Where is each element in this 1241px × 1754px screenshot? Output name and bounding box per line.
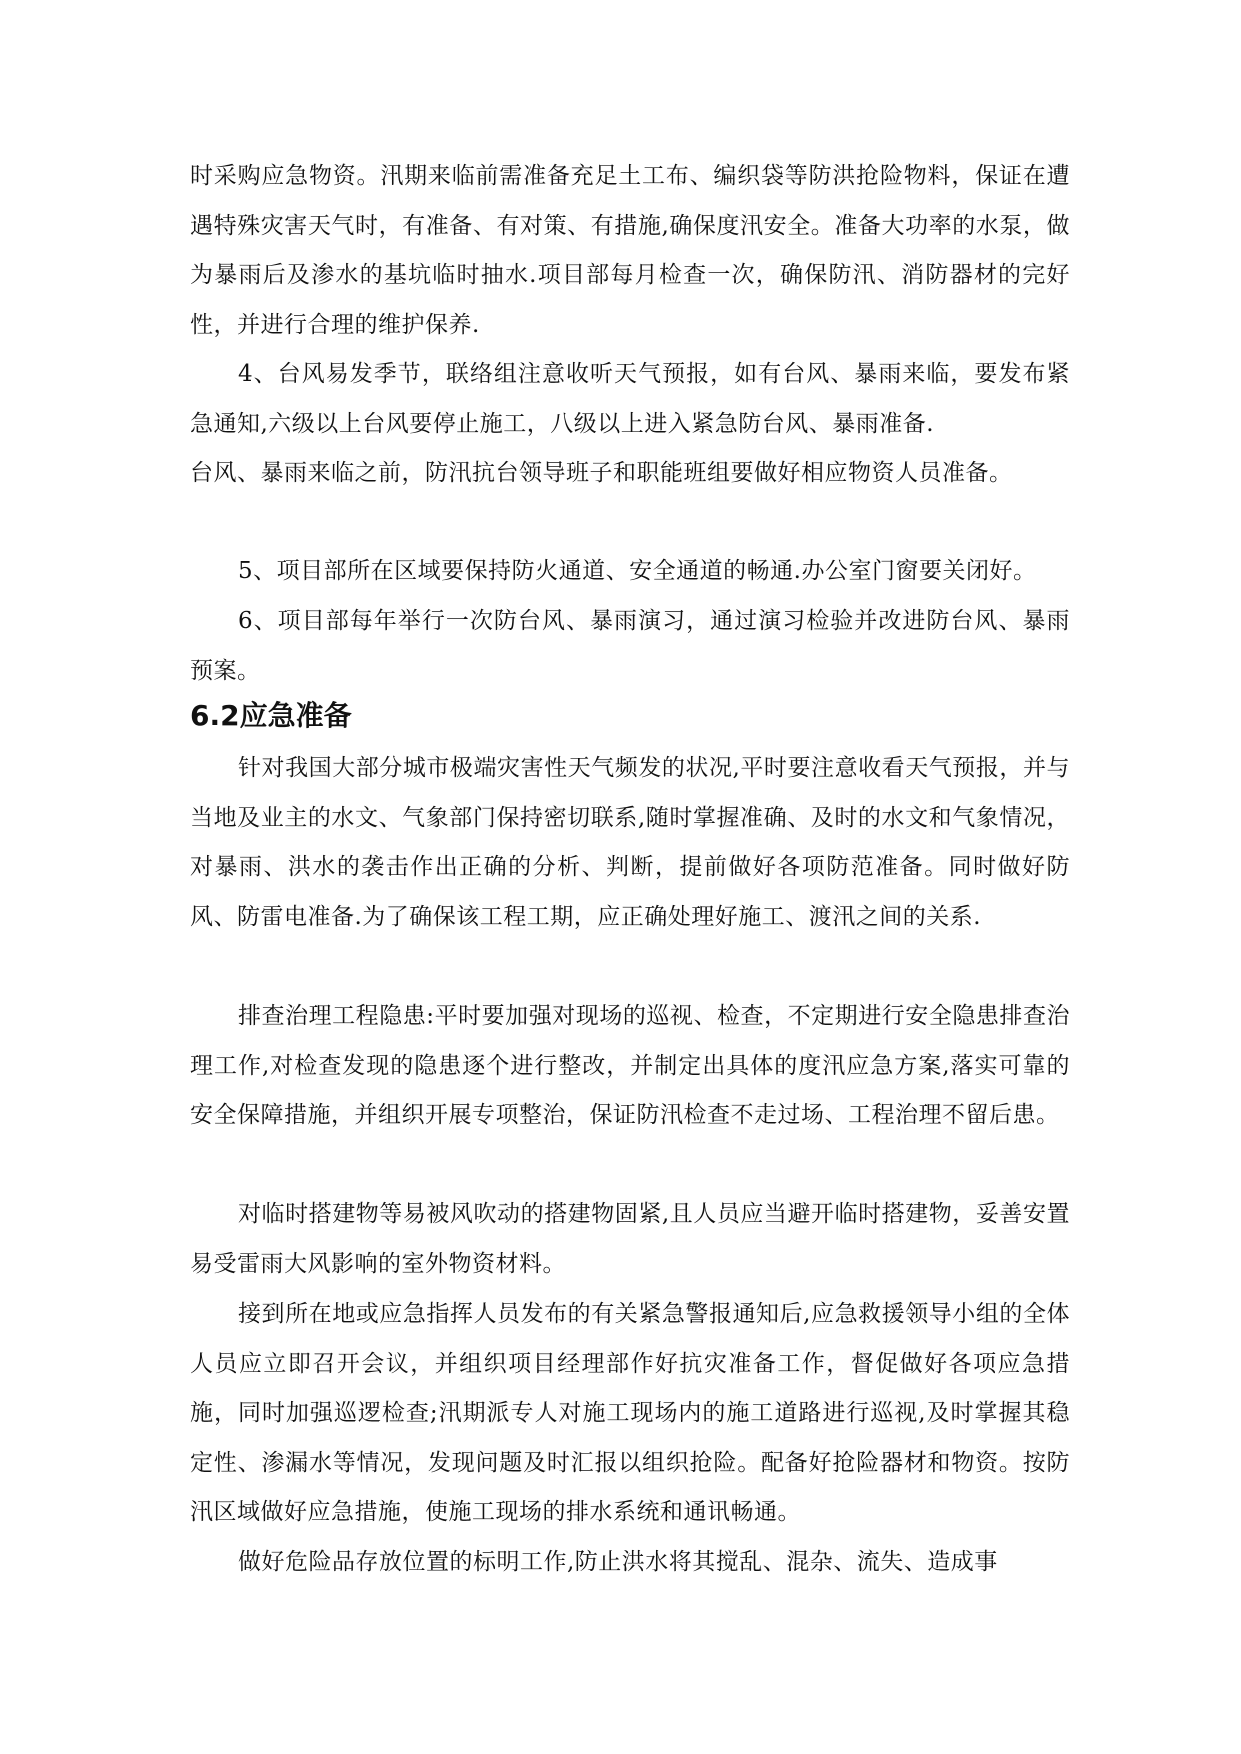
paragraph-annual-drill: 6、项目部每年举行一次防台风、暴雨演习，通过演习检验并改进防台风、暴雨预案。 [190,608,1070,684]
paragraph-weather-monitoring: 针对我国大部分城市极端灾害性天气频发的状况,平时要注意收看天气预报，并与当地及业主的水文、气象部门保持密切联系,随时掌握准确、及时的水文和气象情况，对暴雨、洪水的袭击作出正确的分析、判断，提前做好各项防范准备。同时做好防风、防雷电准备.为了确保该工程工期，应正确处理好施工、渡汛之间的关系. [190,755,1070,930]
paragraph-typhoon-season: 4、台风易发季节，联络组注意收听天气预报，如有台风、暴雨来临，要发布紧急通知,六级以上台风要停止施工，八级以上进入紧急防台风、暴雨准备. [190,361,1070,437]
paragraph-hazardous-materials: 做好危险品存放位置的标明工作,防止洪水将其搅乱、混杂、流失、造成事 [238,1549,998,1575]
paragraph-material-preparation: 时采购应急物资。汛期来临前需准备充足土工布、编织袋等防洪抢险物料，保证在遭遇特殊灾害天气时，有准备、有对策、有措施,确保度汛安全。准备大功率的水泵，做为暴雨后及渗水的基坑临时抽水.项目部每月检查一次，确保防汛、消防器材的完好性，并进行合理的维护保养. [190,163,1070,338]
paragraph-emergency-response: 接到所在地或应急指挥人员发布的有关紧急警报通知后,应急救援领导小组的全体人员应立即召开会议，并组织项目经理部作好抗灾准备工作，督促做好各项应急措施，同时加强巡逻检查;汛期派专人对施工现场内的施工道路进行巡视,及时掌握其稳定性、渗漏水等情况，发现问题及时汇报以组织抢险。配备好抢险器材和物资。按防汛区域做好应急措施，使施工现场的排水系统和通讯畅通。 [190,1301,1070,1526]
paragraph-before-storm: 台风、暴雨来临之前，防汛抗台领导班子和职能班组要做好相应物资人员准备。 [190,460,1013,486]
paragraph-fire-passages: 5、项目部所在区域要保持防火通道、安全通道的畅通.办公室门窗要关闭好。 [238,558,1037,584]
paragraph-hazard-inspection: 排查治理工程隐患:平时要加强对现场的巡视、检查，不定期进行安全隐患排查治理工作,对检查发现的隐患逐个进行整改，并制定出具体的度汛应急方案,落实可靠的安全保障措施，并组织开展专项整治，保证防汛检查不走过场、工程治理不留后患。 [190,1003,1070,1129]
section-heading: 6.2应急准备 [190,699,352,732]
paragraph-temporary-structures: 对临时搭建物等易被风吹动的搭建物固紧,且人员应当避开临时搭建物，妥善安置易受雷雨大风影响的室外物资材料。 [190,1201,1070,1277]
